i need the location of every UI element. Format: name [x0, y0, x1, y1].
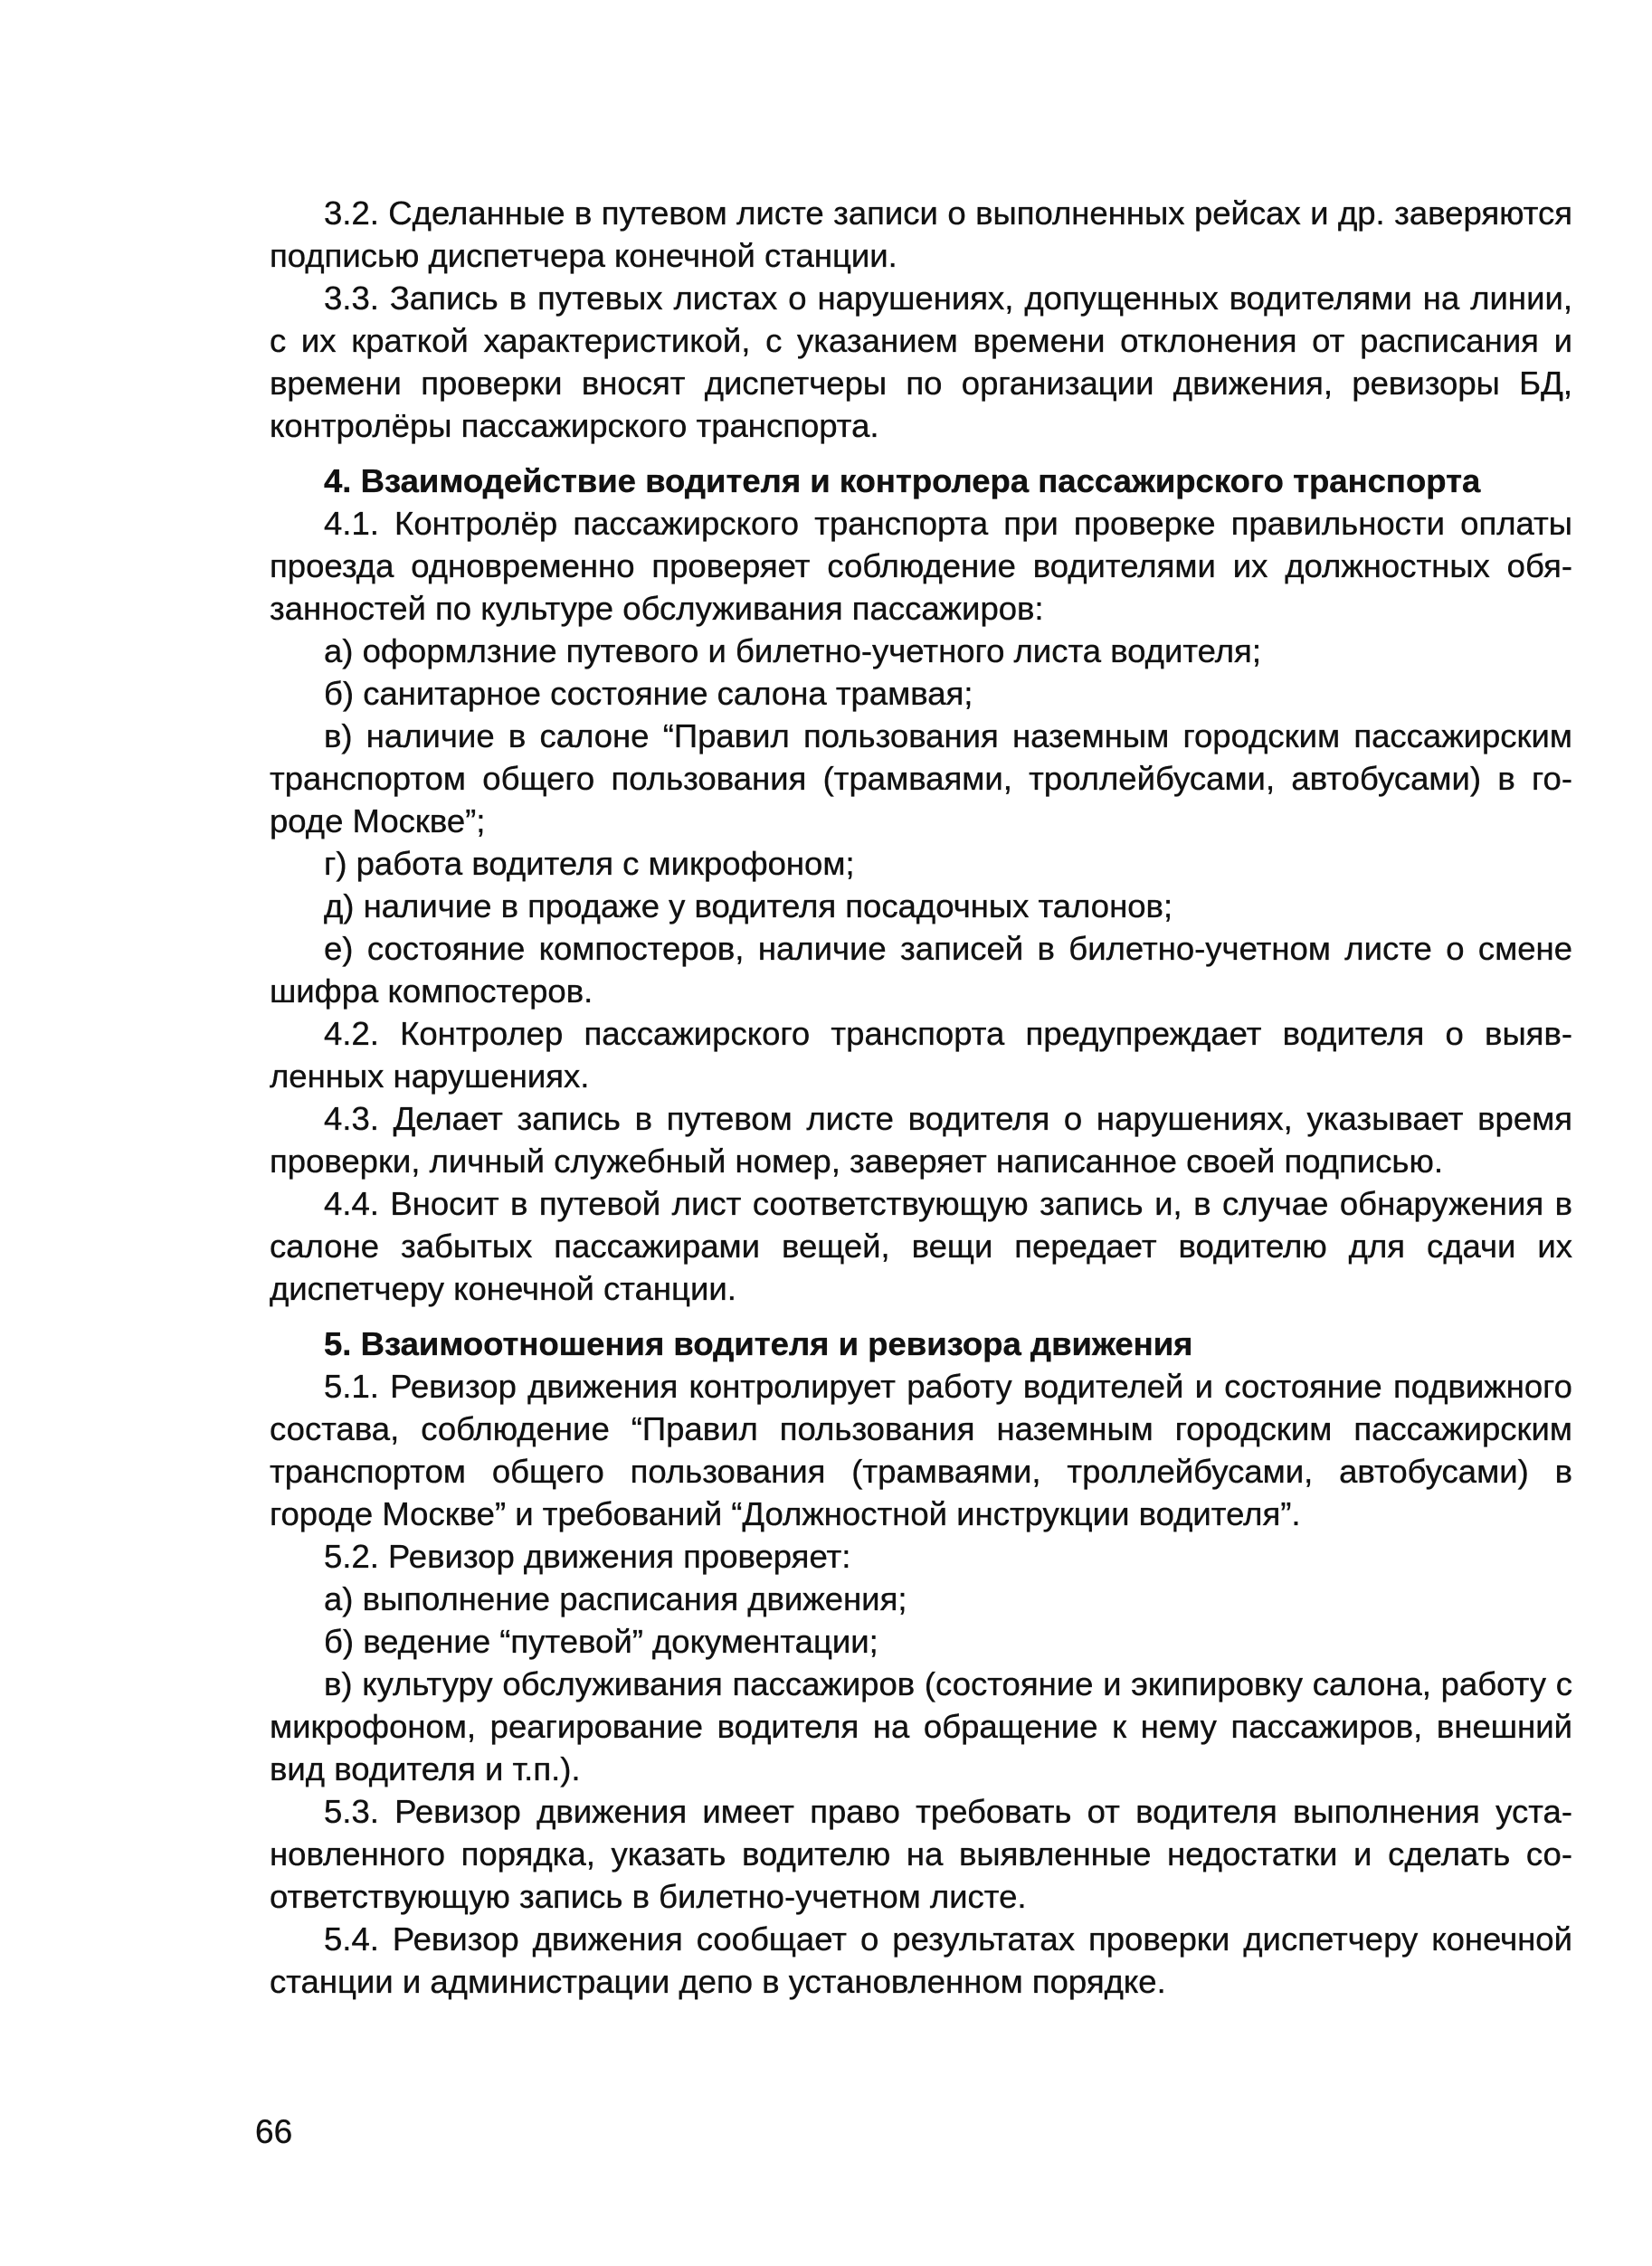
- paragraph-4-2: 4.2. Контролер пассажирского транспорта предупреждает водителя о выявленных нарушениях.: [270, 1015, 1572, 1095]
- paragraph-3-2: 3.2. Сделанные в путевом листе записи о выполненных рейсах и др. заверяются подписью диспетчера конечной станции.: [270, 194, 1572, 274]
- list-item-4-e: е) состояние компостеров, наличие записей в билетно-учетном листе о смене шифра компостеров.: [270, 930, 1572, 1010]
- list-item-4-g: г) работа водителя с микрофоном;: [324, 845, 855, 882]
- section-4-heading: 4. Взаимодействие водителя и контролера пассажирского транспорта: [324, 462, 1481, 499]
- list-item-5-b: б) ведение “путевой” документации;: [324, 1623, 878, 1660]
- page-number: 66: [255, 2113, 293, 2150]
- paragraph-5-2: 5.2. Ревизор движения проверяет:: [324, 1538, 851, 1575]
- paragraph-5-3: 5.3. Ревизор движения имеет право требовать от водителя выполнения установленного порядка, указать водителю на выявленные недостатки и сделать соответствующую запись в билетно-учетном листе.: [270, 1793, 1572, 1915]
- paragraph-3-3: 3.3. Запись в путевых листах о нарушениях, допущенных водителями на линии, с их краткой характеристикой, с указанием времени отклонения от расписания и времени проверки вносят диспетчеры по организации движения, ревизоры БД, контролёры пассажирского транспорта.: [270, 280, 1572, 444]
- list-item-4-d: д) наличие в продаже у водителя посадочных талонов;: [324, 887, 1173, 924]
- section-5-heading: 5. Взаимоотношения водителя и ревизора движения: [324, 1325, 1193, 1362]
- body-text: [270, 192, 1572, 2003]
- paragraph-4-4: 4.4. Вносит в путевой лист соответствующую запись и, в случае обнаружения в салоне забытых пассажирами вещей, вещи передает водителю для сдачи их диспетчеру конечной станции.: [270, 1185, 1572, 1307]
- paragraph-4-3: 4.3. Делает запись в путевом листе водителя о нарушениях, указывает время проверки, личный служебный номер, заверяет написанное своей подписью.: [270, 1100, 1572, 1180]
- list-item-4-a: а) оформлзние путевого и билетно-учетного листа водителя;: [324, 632, 1261, 669]
- paragraph-5-1: 5.1. Ревизор движения контролирует работу водителей и состояние подвижного состава, соблюдение “Правил пользования наземным городским пассажирским транспортом общего пользования (трамваями, троллейбусами, автобусами) в городе Москве” и требований “Должностной инструкции водителя”.: [270, 1368, 1572, 1532]
- list-item-4-b: б) санитарное состояние салона трамвая;: [324, 675, 973, 712]
- list-item-4-v: в) наличие в салоне “Правил пользования наземным городским пассажирским транспортом общего пользования (трамваями, троллейбусами, автобусами) в городе Москве”;: [270, 717, 1572, 839]
- paragraph-4-1: 4.1. Контролёр пассажирского транспорта при проверке правильности оплаты проезда одновременно проверяет соблюдение водителями их должностных обязанностей по культуре обслуживания пассажиров:: [270, 505, 1572, 627]
- list-item-5-v: в) культуру обслуживания пассажиров (состояние и экипировку салона, работу с микрофоном, реагирование водителя на обращение к нему пассажиров, внешний вид водителя и т.п.).: [270, 1665, 1572, 1787]
- list-item-5-a: а) выполнение расписания движения;: [324, 1580, 907, 1617]
- paragraph-5-4: 5.4. Ревизор движения сообщает о результатах проверки диспетчеру конечной станции и администрации депо в установленном порядке.: [270, 1920, 1572, 2000]
